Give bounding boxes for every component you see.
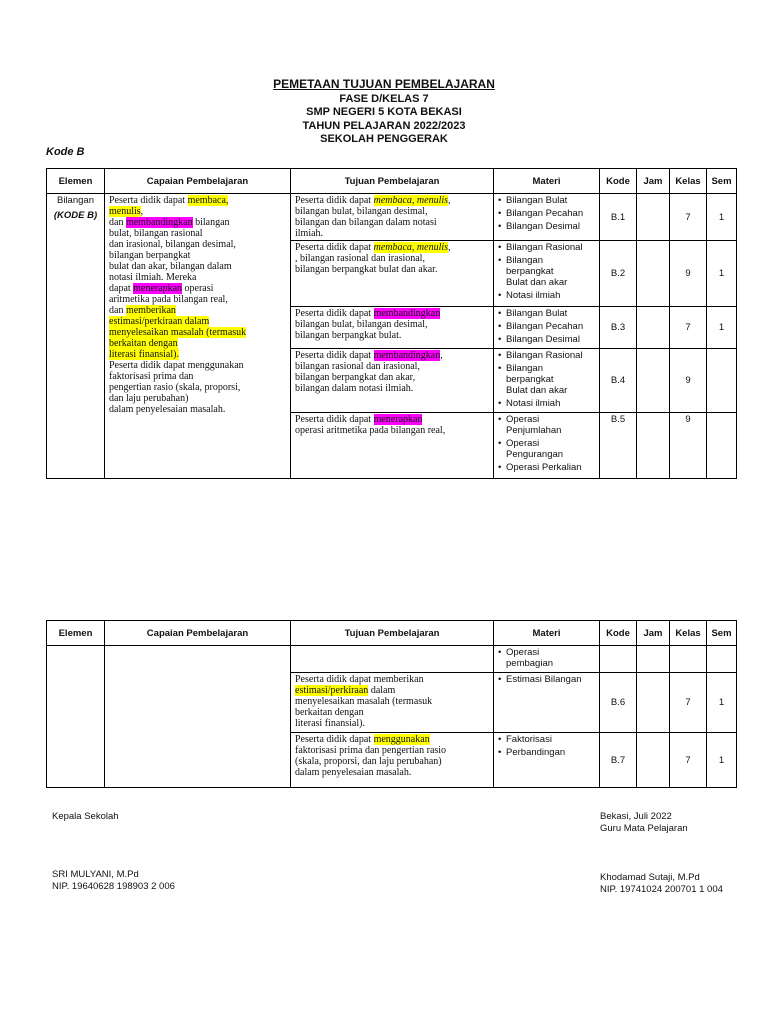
teacher-name: Khodamad Sutaji, M.Pd [600, 872, 700, 883]
kelas-cell: 9 [670, 413, 707, 479]
materi-cell [494, 733, 600, 788]
text-run: memberikan [125, 305, 176, 316]
text-run: bilangan [192, 217, 230, 228]
materi-list [498, 734, 595, 758]
text-run: pengertian rasio (skala, proporsi, [109, 382, 241, 393]
col-kelas: Kelas [670, 621, 707, 646]
materi-list [498, 350, 595, 409]
col-elemen: Elemen [47, 169, 105, 194]
materi-text: Bilangan Rasional [506, 350, 583, 361]
capaian-cell [105, 646, 291, 788]
text-run: menerapkan [373, 414, 423, 425]
text-run: (skala, proporsi, dan laju perubahan) [295, 756, 442, 767]
tujuan-cell [291, 646, 494, 673]
elemen-code: (KODE B) [53, 210, 98, 221]
materi-item [498, 290, 595, 301]
text-run: dalam penyelesaian masalah. [109, 404, 226, 415]
materi-item [498, 647, 595, 669]
kode-cell [600, 646, 637, 673]
text-run: dan [109, 305, 126, 316]
materi-cell [494, 241, 600, 307]
text-run: bilangan dalam notasi ilmiah. [295, 383, 414, 394]
materi-item [498, 414, 595, 436]
subtitle-fase: FASE D/KELAS 7 [339, 93, 429, 105]
elemen-name: Bilangan [57, 195, 94, 206]
signing-place-date: Bekasi, Juli 2022 [600, 811, 672, 822]
col-sem: Sem [707, 169, 737, 194]
sem-cell [707, 413, 737, 479]
text-run: dan laju perubahan) [109, 393, 189, 404]
col-materi: Materi [494, 621, 600, 646]
text-run: berkaitan dengan [109, 338, 178, 349]
col-kode: Kode [600, 169, 637, 194]
materi-text: Estimasi Bilangan [506, 674, 582, 685]
text-run: membandingkan [125, 217, 193, 228]
materi-item [498, 747, 595, 758]
text-run: , [448, 195, 451, 206]
kelas-cell: 7 [670, 194, 707, 241]
materi-text: Bilangan Pecahan [506, 321, 584, 332]
text-run: bilangan berpangkat [109, 250, 191, 261]
materi-text: Operasi [506, 414, 540, 425]
materi-text: Bilangan Rasional [506, 242, 583, 253]
materi-text: Bilangan [506, 363, 543, 374]
materi-text: Operasi [506, 438, 540, 449]
text-run: Peserta didik dapat [295, 195, 374, 206]
materi-list [498, 674, 595, 685]
materi-text: Bulat dan akar [506, 277, 568, 288]
materi-text: berpangkat [506, 374, 554, 385]
teacher-role: Guru Mata Pelajaran [600, 823, 688, 834]
tujuan-cell [291, 241, 494, 307]
text-run: membandingkan [373, 308, 441, 319]
materi-item [498, 308, 595, 319]
materi-cell [494, 673, 600, 733]
jam-cell [637, 646, 670, 673]
principal-role: Kepala Sekolah [52, 811, 119, 822]
kelas-cell: 9 [670, 241, 707, 307]
materi-text: Bilangan Bulat [506, 195, 568, 206]
materi-list [498, 647, 595, 669]
text-run: dan irasional, bilangan desimal, [109, 239, 236, 250]
text-run: literasi finansial). [295, 718, 365, 729]
materi-cell [494, 307, 600, 349]
text-run: bilangan berpangkat bulat. [295, 330, 402, 341]
sem-cell [707, 646, 737, 673]
materi-text: pembagian [506, 658, 554, 669]
text-run: Peserta didik dapat memberikan [295, 674, 424, 685]
materi-cell [494, 349, 600, 413]
text-run: Peserta didik dapat [295, 308, 374, 319]
materi-text: Perbandingan [506, 747, 566, 758]
text-run: dalam penyelesaian masalah. [295, 767, 412, 778]
materi-text: Operasi Perkalian [506, 462, 582, 473]
col-tujuan: Tujuan Pembelajaran [291, 621, 494, 646]
materi-list [498, 308, 595, 345]
materi-item [498, 195, 595, 206]
text-run: bilangan berpangkat bulat dan akar. [295, 264, 438, 275]
text-run: bilangan bulat, bilangan desimal, [295, 319, 428, 330]
col-elemen: Elemen [47, 621, 105, 646]
col-sem: Sem [707, 621, 737, 646]
text-run: Peserta didik dapat [109, 195, 188, 206]
text-run: aritmetika pada bilangan real, [109, 294, 228, 305]
sem-cell [707, 349, 737, 413]
jam-cell [637, 673, 670, 733]
text-run: dan [109, 217, 126, 228]
kelas-cell: 9 [670, 349, 707, 413]
kode-cell: B.2 [600, 241, 637, 307]
elemen-cell [47, 194, 105, 479]
text-run: berkaitan dengan [295, 707, 364, 718]
materi-text: Bilangan Desimal [506, 334, 580, 345]
kode-cell: B.1 [600, 194, 637, 241]
tujuan-cell [291, 413, 494, 479]
tujuan-cell [291, 349, 494, 413]
jam-cell [637, 733, 670, 788]
subtitle-school: SMP NEGERI 5 KOTA BEKASI [306, 106, 462, 118]
sem-cell: 1 [707, 733, 737, 788]
sem-cell: 1 [707, 194, 737, 241]
materi-text: Bilangan Desimal [506, 221, 580, 232]
teacher-nip: NIP. 19741024 200701 1 004 [600, 884, 723, 895]
kode-cell: B.6 [600, 673, 637, 733]
principal-nip: NIP. 19640628 198903 2 006 [52, 881, 175, 892]
kode-cell: B.3 [600, 307, 637, 349]
text-run: dapat [109, 283, 134, 294]
table-row [47, 194, 737, 241]
text-run: menerapkan [133, 283, 183, 294]
col-jam: Jam [637, 169, 670, 194]
jam-cell [637, 413, 670, 479]
materi-item [498, 255, 595, 288]
materi-item [498, 363, 595, 396]
materi-item [498, 350, 595, 361]
materi-cell [494, 646, 600, 673]
text-run: bilangan bulat, bilangan desimal, [295, 206, 428, 217]
col-capaian: Capaian Pembelajaran [105, 169, 291, 194]
text-run: estimasi/perkiraan dalam [109, 316, 210, 327]
table-row [47, 646, 737, 673]
text-run: Peserta didik dapat menggunakan [109, 360, 244, 371]
kelas-cell: 7 [670, 673, 707, 733]
tujuan-cell [291, 307, 494, 349]
materi-cell [494, 194, 600, 241]
materi-item [498, 398, 595, 409]
text-run: bilangan berpangkat dan akar, [295, 372, 416, 383]
text-run: bulat, bilangan rasional [109, 228, 203, 239]
col-capaian: Capaian Pembelajaran [105, 621, 291, 646]
materi-text: Bulat dan akar [506, 385, 568, 396]
materi-item [498, 438, 595, 460]
text-run: bilangan dan bilangan dalam notasi [295, 217, 437, 228]
materi-item [498, 674, 595, 685]
capaian-cell [105, 194, 291, 479]
text-run: faktorisasi prima dan [109, 371, 194, 382]
kode-label: Kode B [46, 146, 85, 158]
text-run: menyelesaikan masalah (termasuk [109, 327, 247, 338]
text-run: membandingkan [373, 350, 441, 361]
materi-item [498, 321, 595, 332]
text-run: operasi [182, 283, 214, 294]
kode-cell: B.7 [600, 733, 637, 788]
tujuan-cell [291, 673, 494, 733]
text-run: Peserta didik dapat [295, 734, 374, 745]
text-run: membaca, menulis [373, 195, 449, 206]
text-run: Peserta didik dapat [295, 414, 374, 425]
materi-list [498, 195, 595, 232]
kelas-cell: 7 [670, 307, 707, 349]
materi-text: Bilangan Bulat [506, 308, 568, 319]
sem-cell: 1 [707, 241, 737, 307]
jam-cell [637, 241, 670, 307]
text-run: menggunakan [373, 734, 430, 745]
document-title: PEMETAAN TUJUAN PEMBELAJARAN [273, 77, 495, 91]
text-run: membaca, [187, 195, 229, 206]
sem-cell: 1 [707, 307, 737, 349]
materi-item [498, 462, 595, 473]
col-jam: Jam [637, 621, 670, 646]
elemen-cell [47, 646, 105, 788]
principal-name: SRI MULYANI, M.Pd [52, 869, 139, 880]
materi-cell [494, 413, 600, 479]
mapping-table-2 [46, 620, 737, 788]
text-run: bulat dan akar, bilangan dalam [109, 261, 232, 272]
sem-cell: 1 [707, 673, 737, 733]
text-run: estimasi/perkiraan [295, 685, 369, 696]
materi-list [498, 242, 595, 301]
materi-text: Penjumlahan [506, 425, 562, 436]
materi-text: berpangkat [506, 266, 554, 277]
text-run: bilangan rasional dan irasional, [295, 361, 420, 372]
text-run: operasi aritmetika pada bilangan real, [295, 425, 446, 436]
text-run: Peserta didik dapat [295, 242, 374, 253]
col-kelas: Kelas [670, 169, 707, 194]
text-run: , bilangan rasional dan irasional, [295, 253, 425, 264]
col-tujuan: Tujuan Pembelajaran [291, 169, 494, 194]
text-run: , [440, 350, 443, 361]
tujuan-cell [291, 194, 494, 241]
text-run: faktorisasi prima dan pengertian rasio [295, 745, 447, 756]
materi-text: Notasi ilmiah [506, 290, 561, 301]
materi-item [498, 221, 595, 232]
materi-text: Faktorisasi [506, 734, 552, 745]
text-run: Peserta didik dapat [295, 350, 374, 361]
materi-item [498, 734, 595, 745]
subtitle-year: TAHUN PELAJARAN 2022/2023 [302, 120, 466, 132]
text-run: ilmiah. [295, 228, 324, 239]
text-run: , [140, 206, 144, 217]
subtitle-program: SEKOLAH PENGGERAK [320, 133, 448, 145]
kode-cell: B.4 [600, 349, 637, 413]
materi-text: Operasi [506, 647, 540, 658]
text-run: notasi ilmiah. Mereka [109, 272, 197, 283]
text-run: dalam [368, 685, 396, 696]
materi-item [498, 334, 595, 345]
materi-text: Pengurangan [506, 449, 564, 460]
materi-item [498, 208, 595, 219]
text-run: membaca, menulis [373, 242, 449, 253]
text-run: literasi finansial). [109, 349, 179, 360]
text-run: menulis [109, 206, 141, 217]
table-header-row [47, 621, 737, 646]
kelas-cell [670, 646, 707, 673]
materi-text: Bilangan Pecahan [506, 208, 584, 219]
materi-text: Bilangan [506, 255, 543, 266]
jam-cell [637, 307, 670, 349]
kelas-cell: 7 [670, 733, 707, 788]
col-materi: Materi [494, 169, 600, 194]
jam-cell [637, 349, 670, 413]
text-run: menyelesaikan masalah (termasuk [295, 696, 433, 707]
text-run: , [448, 242, 451, 253]
mapping-table-1 [46, 168, 737, 479]
materi-item [498, 242, 595, 253]
materi-list [498, 414, 595, 473]
col-kode: Kode [600, 621, 637, 646]
tujuan-cell [291, 733, 494, 788]
kode-cell: B.5 [600, 413, 637, 479]
materi-text: Notasi ilmiah [506, 398, 561, 409]
jam-cell [637, 194, 670, 241]
table-header-row [47, 169, 737, 194]
